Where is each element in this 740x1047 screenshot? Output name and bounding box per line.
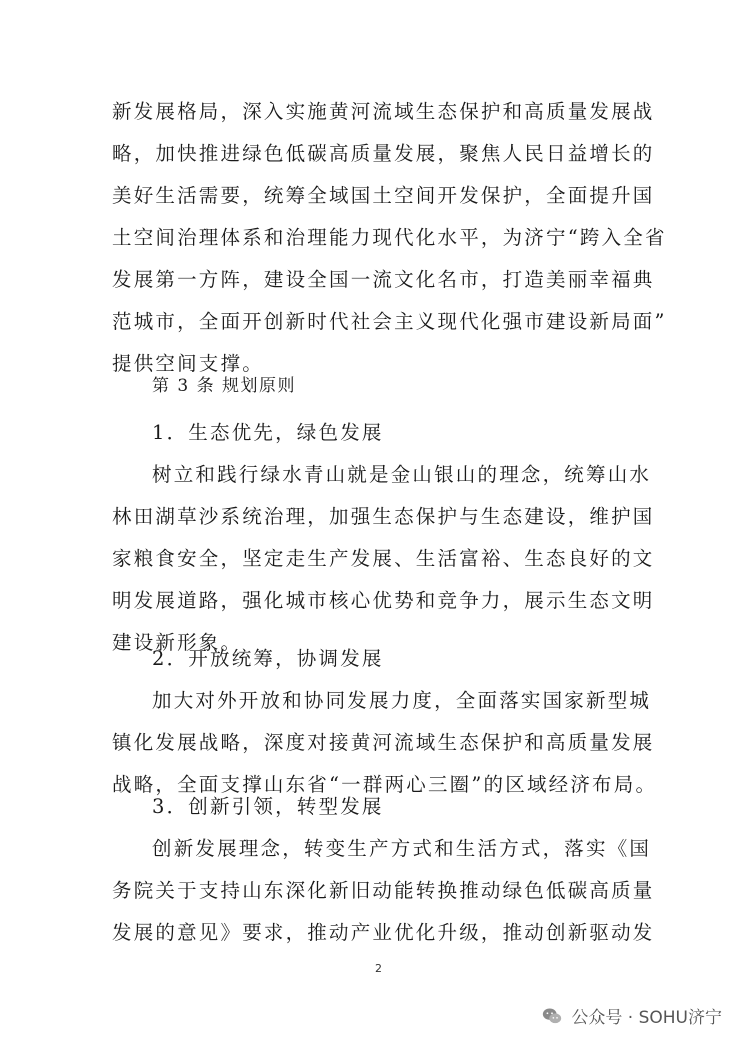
body-text-line: 发展的意见》要求，推动产业优化升级，推动创新驱动发 [112, 921, 655, 944]
body-text-line: 建设新形象。 [112, 631, 243, 654]
body-text-line: 略，加快推进绿色低碳高质量发展，聚焦人民日益增长的 [112, 142, 655, 165]
body-text-line: 土空间治理体系和治理能力现代化水平，为济宁“跨入全省 [112, 226, 667, 249]
page-number: 2 [375, 962, 382, 975]
body-text-line: 镇化发展战略，深度对接黄河流域生态保护和高质量发展 [112, 731, 655, 754]
principle-title: 1．生态优先，绿色发展 [152, 421, 384, 444]
body-text-line: 加大对外开放和协同发展力度，全面落实国家新型城 [152, 689, 652, 712]
body-text-line: 美好生活需要，统筹全域国土空间开发保护，全面提升国 [112, 184, 655, 207]
body-text-line: 提供空间支撑。 [112, 352, 264, 375]
body-text-line: 家粮食安全，坚定走生产发展、生活富裕、生态良好的文 [112, 547, 655, 570]
principle-title: 3．创新引领，转型发展 [152, 795, 384, 818]
watermark-text: 公众号 · SOHU济宁 [571, 1008, 722, 1028]
body-text-line: 务院关于支持山东深化新旧动能转换推动绿色低碳高质量 [112, 879, 655, 902]
body-text-line: 创新发展理念，转变生产方式和生活方式，落实《国 [152, 837, 652, 860]
body-text-line: 树立和践行绿水青山就是金山银山的理念，统筹山水 [152, 463, 652, 486]
body-text-line: 战略，全面支撑山东省“一群两心三圈”的区域经济布局。 [112, 773, 658, 796]
body-text-line: 发展第一方阵，建设全国一流文化名市，打造美丽幸福典 [112, 268, 655, 291]
body-text-line: 明发展道路，强化城市核心优势和竞争力，展示生态文明 [112, 589, 655, 612]
body-text-line: 林田湖草沙系统治理，加强生态保护与生态建设，维护国 [112, 505, 655, 528]
source-watermark [541, 1003, 722, 1028]
body-text-line: 范城市，全面开创新时代社会主义现代化强市建设新局面” [112, 310, 667, 333]
wechat-icon [541, 1005, 563, 1027]
body-text-line: 新发展格局，深入实施黄河流域生态保护和高质量发展战 [112, 100, 655, 123]
article-heading: 第 3 条 规划原则 [152, 376, 297, 396]
principle-title: 2．开放统筹，协调发展 [152, 647, 384, 670]
